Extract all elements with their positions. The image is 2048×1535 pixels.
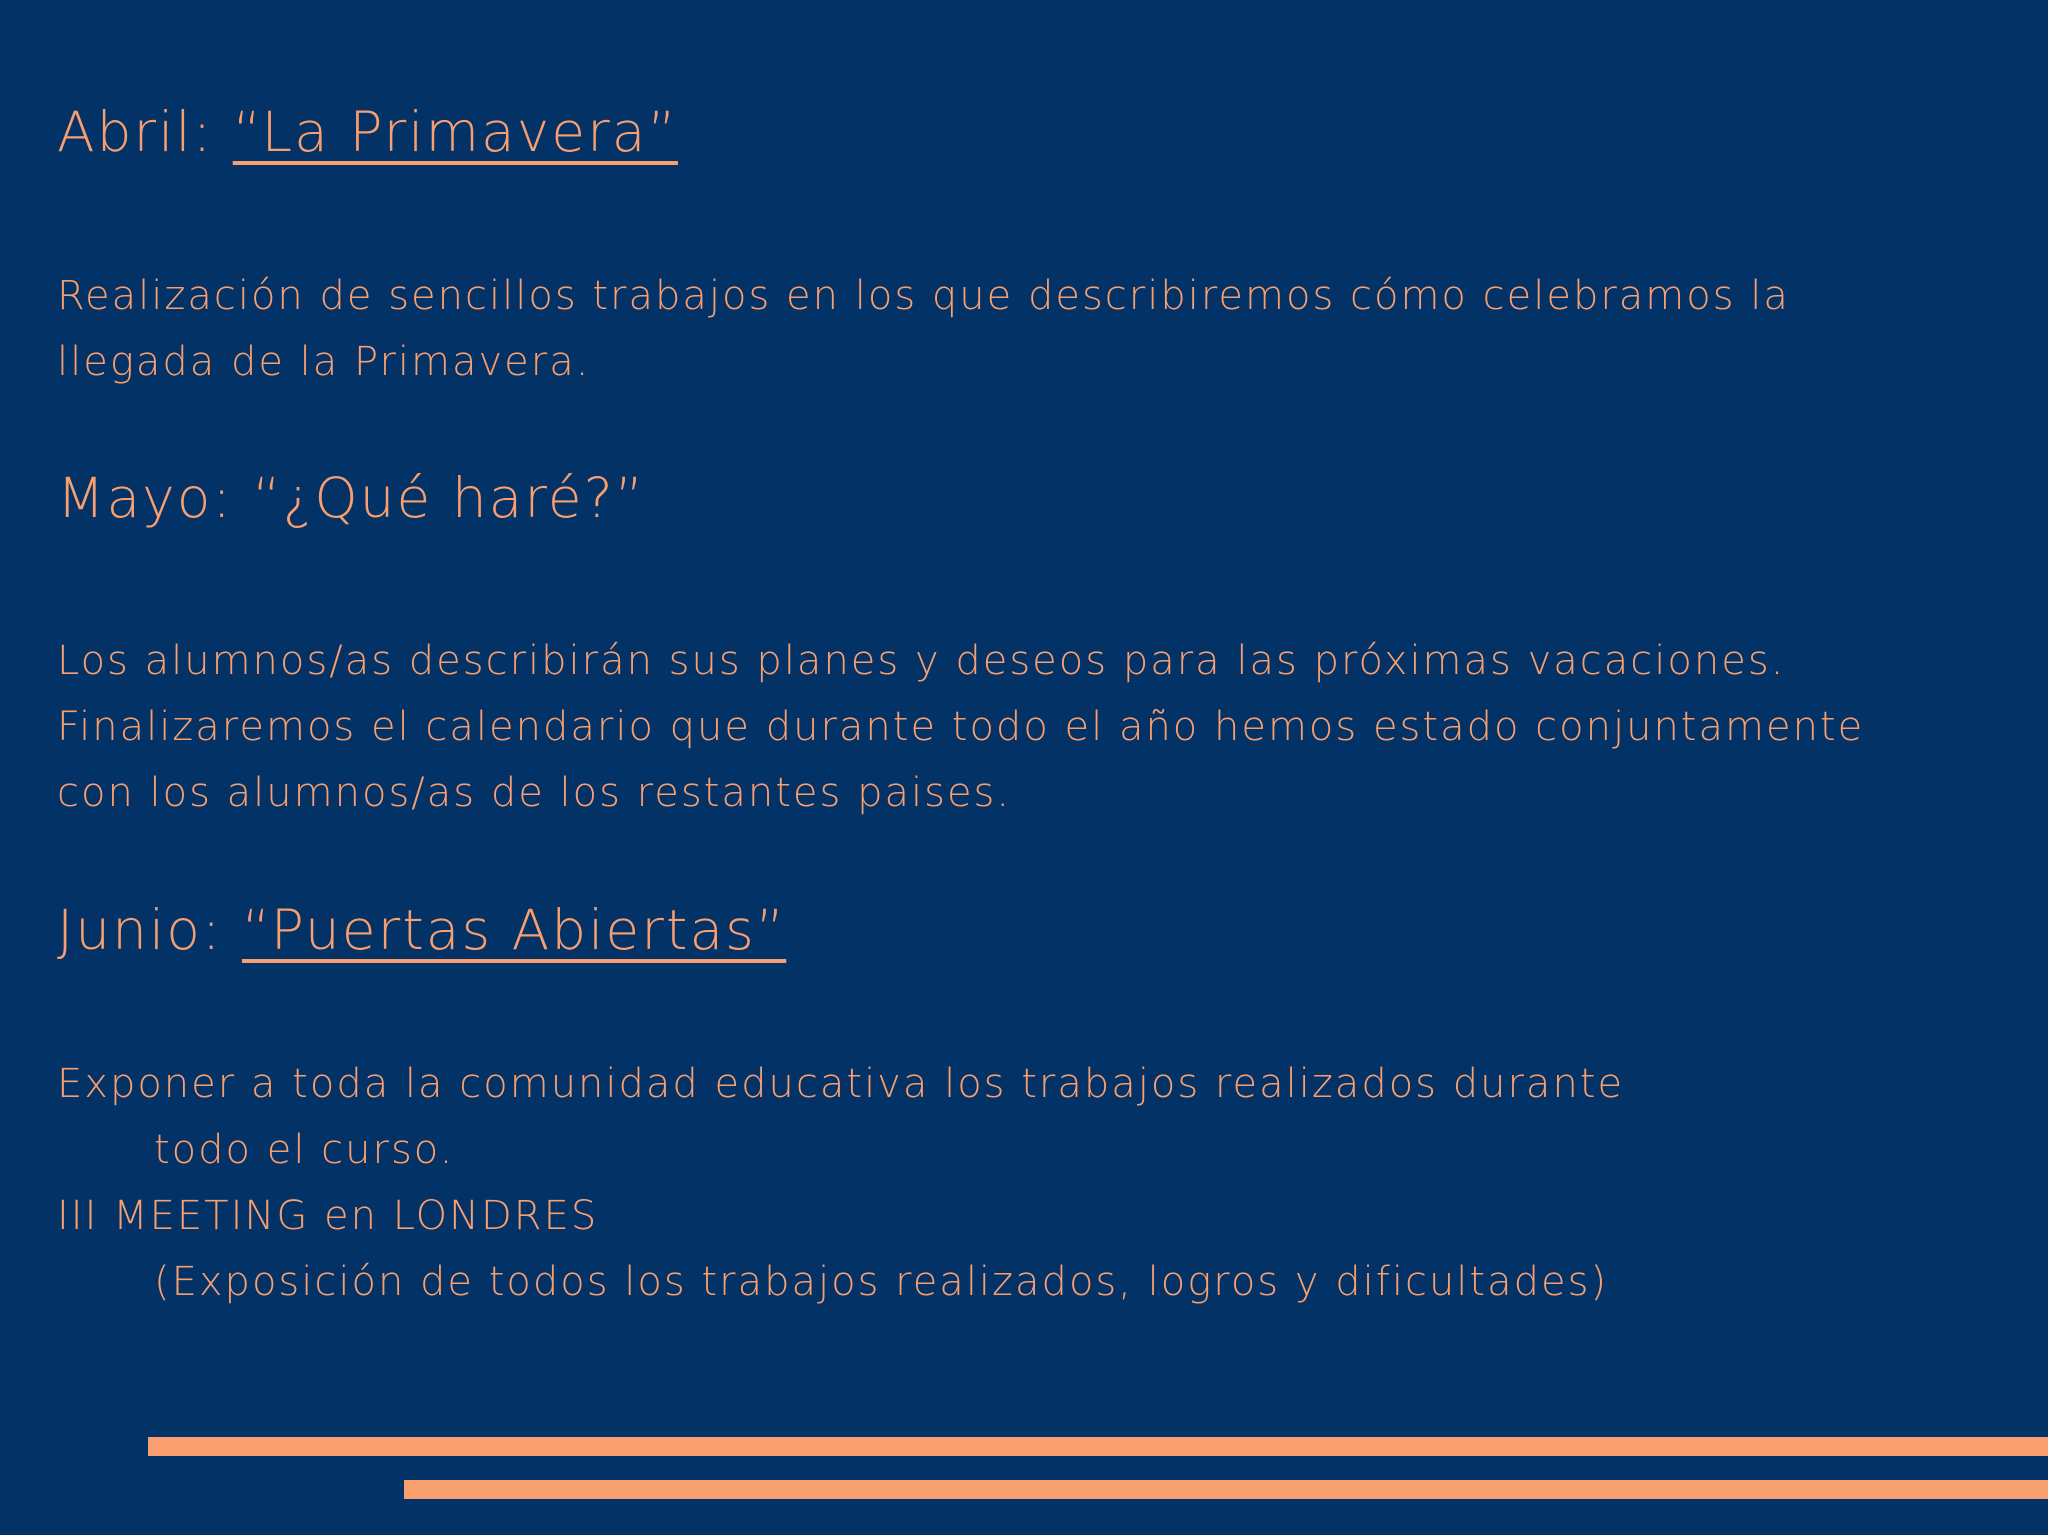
paragraph-junio [57,1051,1624,1315]
month-label: Mayo: [57,466,233,530]
text-line: todo el curso. [154,1127,455,1173]
topic-title: “Puertas Abiertas” [241,898,787,962]
heading-abril [57,100,678,164]
topic-title: “¿Qué haré?” [252,466,646,530]
text-line: con los alumnos/as de los restantes paises. [57,770,1012,816]
month-label: Junio: [57,898,223,962]
heading-mayo [57,466,645,530]
paragraph-mayo [57,628,1864,826]
heading-junio [57,898,786,962]
decorative-bar-lower [404,1480,2048,1499]
text-line: Los alumnos/as describirán sus planes y deseos para las próximas vacaciones. [57,638,1786,684]
text-line: Exponer a toda la comunidad educativa los trabajos realizados durante [57,1061,1625,1107]
text-line: Finalizaremos el calendario que durante todo el año hemos estado conjuntamente [57,704,1865,750]
paragraph-abril [57,263,1790,395]
text-line: llegada de la Primavera. [57,339,591,385]
month-label: Abril: [57,100,214,164]
text-line: (Exposición de todos los trabajos realizados, logros y dificultades) [154,1259,1609,1305]
decorative-bar-upper [148,1437,2048,1456]
text-line: Realización de sencillos trabajos en los que describiremos cómo celebramos la [57,273,1790,319]
topic-title: “La Primavera” [232,100,678,164]
text-line: III MEETING en LONDRES [57,1193,599,1239]
